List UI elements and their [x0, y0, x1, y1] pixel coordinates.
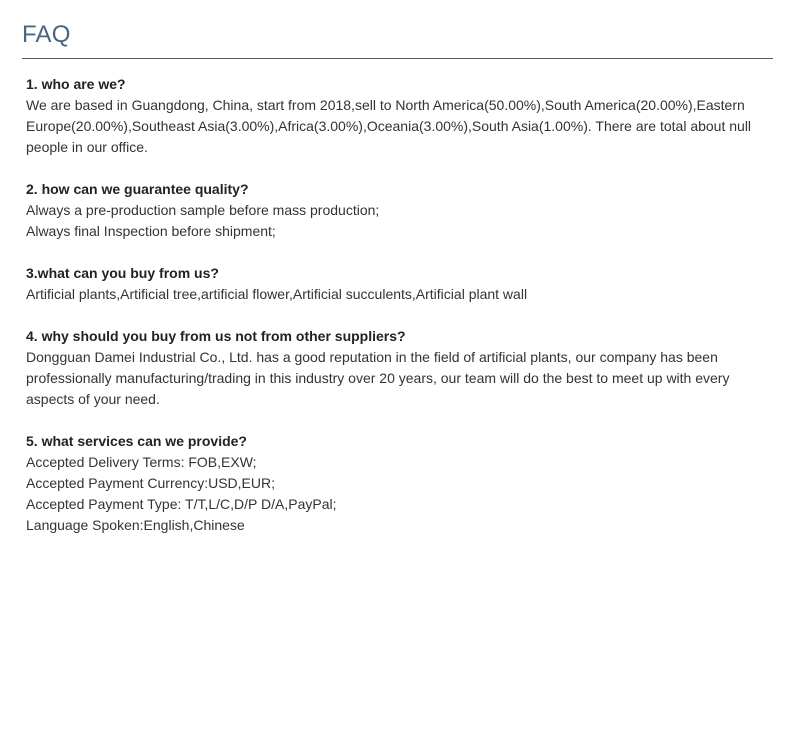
faq-answer-line: professionally manufacturing/trading in this industry over 20 years, our team will do the best to meet up with every	[26, 370, 730, 386]
faq-answer-line: Always a pre-production sample before mass production;	[26, 202, 380, 218]
faq-question: 4. why should you buy from us not from other suppliers?	[26, 328, 406, 344]
faq-answer-line: Accepted Payment Type: T/T,L/C,D/P D/A,PayPal;	[26, 496, 337, 512]
faq-answer-line: people in our office.	[26, 139, 148, 155]
faq-answer-line: We are based in Guangdong, China, start from 2018,sell to North America(50.00%),South America(20.00%),Eastern	[26, 97, 745, 113]
page-title: FAQ	[22, 21, 71, 48]
faq-answer-line: Artificial plants,Artificial tree,artificial flower,Artificial succulents,Artificial plant wall	[26, 286, 528, 302]
faq-answer-line: aspects of your need.	[26, 391, 160, 407]
faq-item-who-are-we	[26, 74, 761, 158]
faq-item-services	[26, 431, 761, 536]
faq-list	[26, 74, 761, 557]
faq-answer-line: Language Spoken:English,Chinese	[26, 517, 245, 533]
faq-header	[22, 19, 773, 59]
faq-answer-line: Accepted Delivery Terms: FOB,EXW;	[26, 454, 257, 470]
faq-item-why-us	[26, 326, 761, 410]
faq-question: 1. who are we?	[26, 76, 126, 92]
faq-question: 5. what services can we provide?	[26, 433, 247, 449]
faq-answer-line: Always final Inspection before shipment;	[26, 223, 276, 239]
faq-answer-line: Accepted Payment Currency:USD,EUR;	[26, 475, 275, 491]
faq-answer-line: Dongguan Damei Industrial Co., Ltd. has a good reputation in the field of artificial plants, our company has been	[26, 349, 718, 365]
faq-item-quality	[26, 179, 761, 242]
faq-item-products	[26, 263, 761, 305]
faq-answer-line: Europe(20.00%),Southeast Asia(3.00%),Africa(3.00%),Oceania(3.00%),South Asia(1.00%). There are total about null	[26, 118, 752, 134]
faq-question: 3.what can you buy from us?	[26, 265, 219, 281]
title-divider	[22, 58, 773, 59]
faq-question: 2. how can we guarantee quality?	[26, 181, 249, 197]
